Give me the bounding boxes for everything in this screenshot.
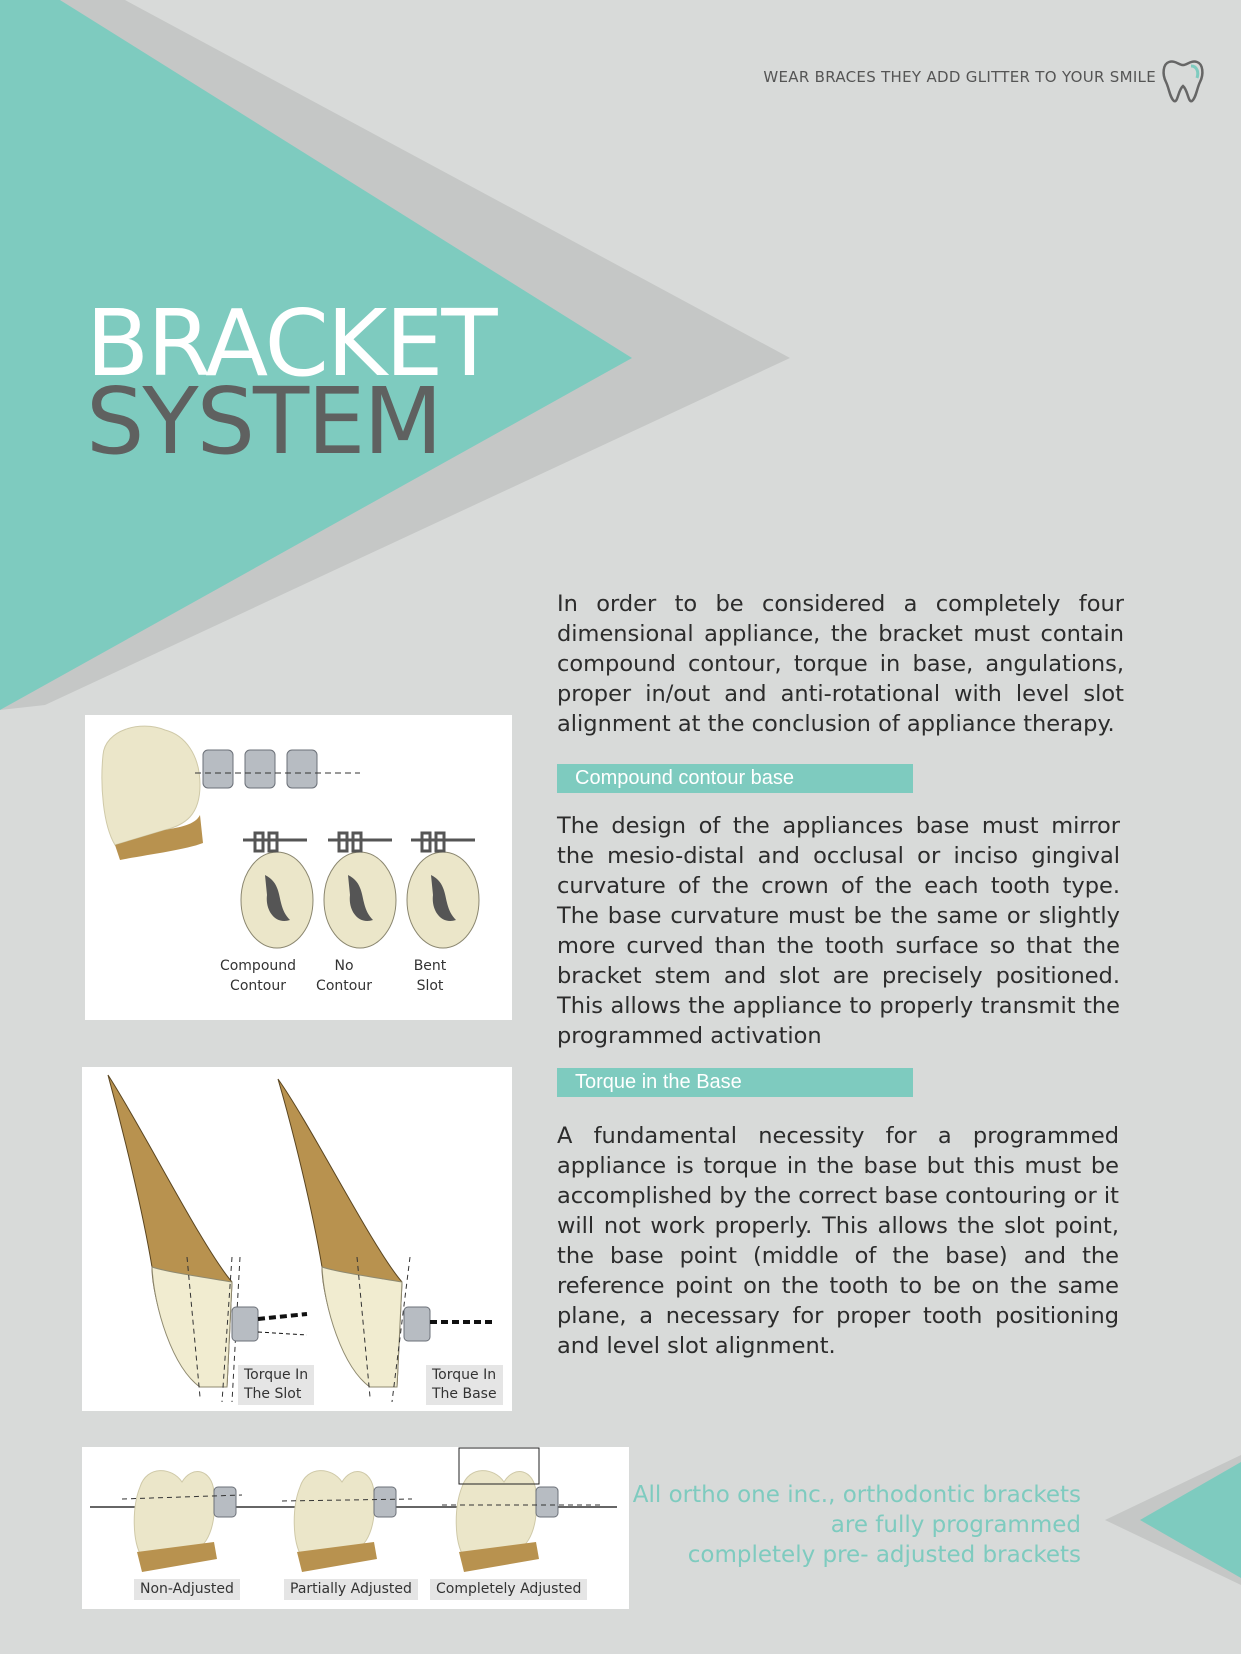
intro-paragraph: In order to be considered a completely four dimensional appliance, the bracket must contain compound contour, torque in base, angulations, proper in/out and anti-rotational with level slot alignment at the conclusion of appliance therapy. [557,591,1124,737]
label-torque-slot: Torque In The Slot [238,1365,314,1405]
figure-adjustment [82,1447,629,1609]
torque-illustration [82,1067,512,1411]
label-completely-adjusted: Completely Adjusted [430,1579,587,1600]
label-non-adjusted: Non-Adjusted [134,1579,240,1600]
closing-statement [633,1480,1081,1570]
title-line-bracket: BRACKET [86,290,496,397]
section-body-compound-contour: The design of the appliances base must mirror the mesio-distal and occlusal or inciso gingival curvature of the crown of the each tooth type. The base curvature must be the same or slightly more curved than the tooth surface so that the bracket stem and slot are precisely positioned. This allows the appliance to properly transmit the programmed activation [557,813,1120,1049]
label-compound-contour: Compound Contour [219,958,297,994]
label-bent-slot: Bent Slot [413,958,447,994]
header-tagline: WEAR BRACES THEY ADD GLITTER TO YOUR SMILE [763,68,1156,86]
molar-3 [442,1448,602,1572]
section-body-torque-base: A fundamental necessity for a programmed appliance is torque in the base but this must be accomplished by the correct base contouring or it will not work properly. This allows the slot point, the base point (middle of the base) and the reference point on the tooth to be on the same plane, a necessary for proper tooth positioning and level slot alignment. [557,1123,1119,1359]
section-heading-compound-contour: Compound contour base [557,764,913,793]
closing-line-1: All ortho one inc., orthodontic brackets [632,1482,1081,1508]
figure-compound-contour [85,715,512,1020]
incisor-right [278,1079,492,1402]
molar-1 [122,1471,242,1572]
incisor-left [108,1075,307,1402]
closing-line-2: are fully programmed [830,1512,1081,1538]
archwires [243,833,475,851]
closing-line-3: completely pre- adjusted brackets [687,1542,1081,1568]
tooth-icon [1161,56,1207,104]
label-torque-base: Torque In The Base [426,1365,503,1405]
section-heading-torque-base: Torque in the Base [557,1068,913,1097]
figure-torque [82,1067,512,1411]
label-partially-adjusted: Partially Adjusted [284,1579,418,1600]
cross-section-teeth [241,852,479,948]
title-line-system: SYSTEM [86,368,441,475]
label-no-contour: No Contour [316,958,372,994]
bracket-row [203,750,317,788]
molar-2 [282,1471,412,1572]
